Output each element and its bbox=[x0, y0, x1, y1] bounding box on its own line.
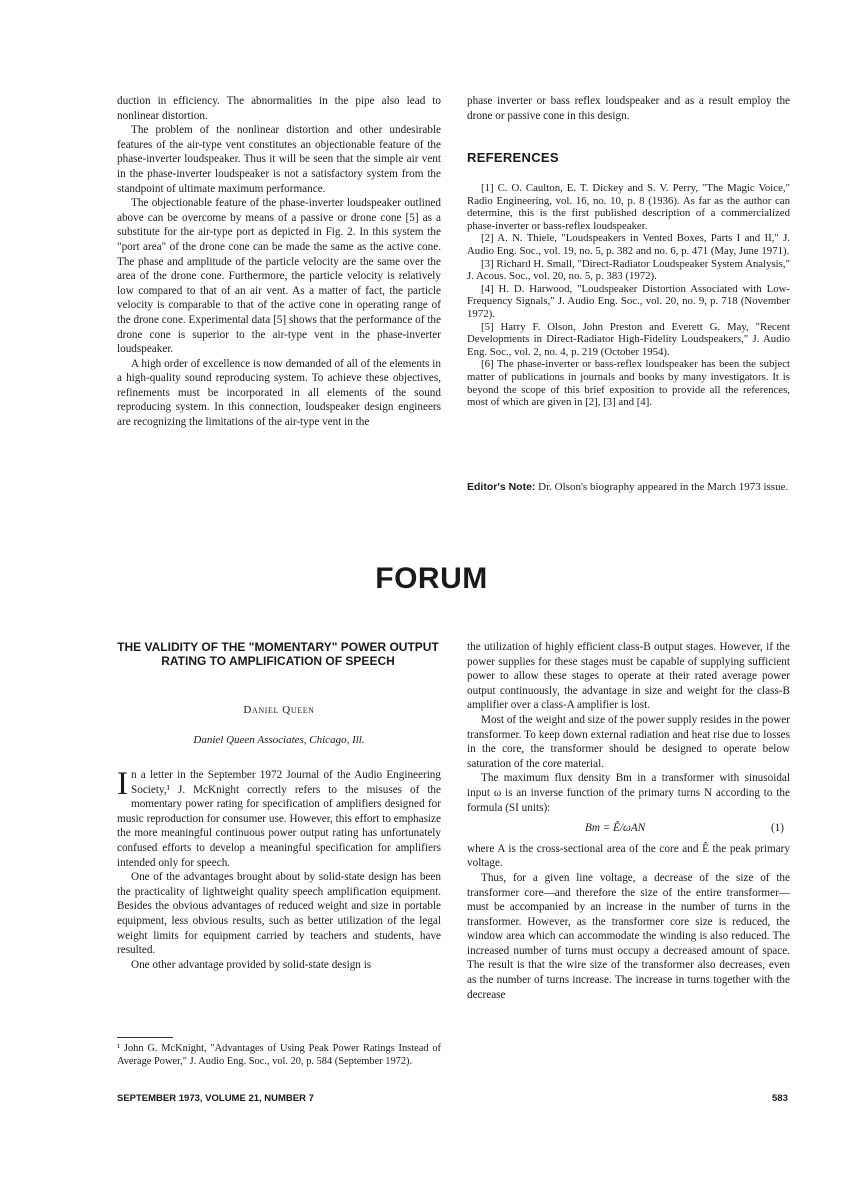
paragraph: Most of the weight and size of the power supply resides in the power transformer. To keep down external radiation and heat rise due to losses in the core, the transformer should be designed to operate below saturation of the core material. bbox=[467, 713, 790, 770]
reference-item: [1] C. O. Caulton, E. T. Dickey and S. V. Perry, "The Magic Voice," Radio Engineering, vol. 16, no. 10, p. 8 (1936). As far as the author can determine, this is the first published description of a commercialized phase-inverter or bass-reflex loudspeaker. bbox=[467, 182, 790, 232]
footnote: ¹ John G. McKnight, "Advantages of Using Peak Power Ratings Instead of Average Power," J. Audio Eng. Soc., vol. 20, p. 584 (September 1972). bbox=[117, 1043, 441, 1067]
equation bbox=[467, 815, 790, 842]
equation-formula: Bm = Ê/ωAN bbox=[585, 822, 646, 835]
paragraph: phase inverter or bass reflex loudspeaker and as a result employ the drone or passive cone in this design. bbox=[467, 95, 790, 122]
forum-title: FORUM bbox=[375, 562, 488, 595]
equation-number: (1) bbox=[770, 822, 784, 835]
reference-item: [4] H. D. Harwood, "Loudspeaker Distortion Associated with Low-Frequency Signals," J. Audio Eng. Soc., vol. 20, no. 9, p. 718 (November 1972). bbox=[467, 282, 790, 320]
editors-note-text: Dr. Olson's biography appeared in the March 1973 issue. bbox=[538, 481, 789, 493]
paragraph: The problem of the nonlinear distortion and other undesirable features of the air-type vent constitutes an objectionable feature of the phase-inverter loudspeaker. Thus it will be seen that the simple air vent in the phase-inverter loudspeaker is not a satisfactory system from the standpoint of ultimate maximum performance. bbox=[117, 124, 441, 195]
paragraph: A high order of excellence is now demanded of all of the elements in a high-quality sound reproducing system. To achieve these objectives, refinements must be incorporated in all elements of the sound reproducing system. In this connection, loudspeaker design engineers are recognizing the limitations of the air-type vent in the bbox=[117, 357, 441, 429]
top-right-column bbox=[467, 94, 790, 123]
article-title: THE VALIDITY OF THE "MOMENTARY" POWER OUTPUT RATING TO AMPLIFICATION OF SPEECH bbox=[117, 640, 439, 668]
article-affiliation: Daniel Queen Associates, Chicago, Ill. bbox=[193, 734, 365, 746]
footnote-divider bbox=[117, 1037, 173, 1038]
article-right-column bbox=[467, 640, 790, 1002]
reference-item: [3] Richard H. Small, "Direct-Radiator Loudspeaker System Analysis," J. Acous. Soc., vol. 20, no. 5, p. 383 (1972). bbox=[467, 257, 790, 283]
references-list bbox=[467, 182, 790, 409]
paragraph: One other advantage provided by solid-state design is bbox=[131, 958, 372, 971]
paragraph: Thus, for a given line voltage, a decrease of the size of the transformer core—and therefore the size of the entire transformer—must be accompanied by an increase in the number of turns in the transformer. However, as the transformer core size is reduced, the window area which can accommodate the winding is also reduced. The increased number of turns must occupy a decreased amount of space. The result is that the wire size of the transformer also decreases, even as the number of turns increase. The increase in turns together with the decrease bbox=[467, 871, 790, 1001]
page-number: 583 bbox=[772, 1093, 788, 1104]
top-left-column bbox=[117, 94, 441, 430]
paragraph: I n a letter in the September 1972 Journal of the Audio Engineering Society,¹ J. McKnight correctly refers to the misuses of the momentary power rating for specification of amplifiers designed for music reproduction for consumer use. However, this effort to emphasize the more meaningful continuous power output rating has unfortunately confused efforts to develop a meaningful specification for amplifiers intended only for speech. bbox=[117, 766, 441, 869]
editors-note bbox=[467, 481, 790, 494]
article-author: Daniel Queen bbox=[243, 704, 315, 716]
reference-item: [6] The phase-inverter or bass-reflex loudspeaker has been the subject matter of publications in journals and books by many investigators. It is beyond the scope of this brief exposition to provide all the references, most of which are given in [2], [3] and [4]. bbox=[467, 358, 790, 409]
paragraph: where A is the cross-sectional area of the core and Ê the peak primary voltage. bbox=[467, 842, 790, 870]
footer-left: SEPTEMBER 1973, VOLUME 21, NUMBER 7 bbox=[117, 1093, 314, 1104]
paragraph: One of the advantages brought about by solid-state design has been the practicality of lightweight quality speech amplification equipment. Besides the obvious advantages of reduced weight and size in portable equipment, less obvious results, such as better utilization of the legal weight limits for equipment carried by teachers and students, have resulted. bbox=[117, 871, 441, 957]
editors-note-label: Editor's Note: bbox=[467, 481, 536, 493]
references-heading: REFERENCES bbox=[467, 150, 559, 165]
paragraph: duction in efficiency. The abnormalities in the pipe also lead to nonlinear distortion. bbox=[117, 95, 441, 122]
paragraph: the utilization of highly efficient class-B output stages. However, if the power supplies for these stages must be capable of supplying sufficient power to allow these stages to operate at their rated average power output continuously, the advantage in size and weight for the class-B amplifier over a class-A amplifier is lost. bbox=[467, 641, 790, 712]
paragraph: The maximum flux density Bm in a transformer with sinusoidal input ω is an inverse function of the primary turns N according to the formula (SI units): bbox=[467, 772, 790, 814]
drop-cap: I bbox=[117, 766, 128, 802]
article-left-column bbox=[117, 768, 441, 972]
reference-item: [2] A. N. Thiele, "Loudspeakers in Vented Boxes, Parts I and II," J. Audio Eng. Soc., vol. 19, no. 5, p. 382 and no. 6, p. 471 (May, June 1971). bbox=[467, 232, 790, 257]
reference-item: [5] Harry F. Olson, John Preston and Everett G. May, "Recent Developments in Direct-Radiator High-Fidelity Loudspeakers," J. Audio Eng. Soc., vol. 2, no. 4, p. 219 (October 1954). bbox=[467, 320, 790, 358]
paragraph: The objectionable feature of the phase-inverter loudspeaker outlined above can be overcome by means of a passive or drone cone [5] as a substitute for the air-type port as depicted in Fig. 2. In this system the "port area" of the drone cone can be made the same as the active cone. The phase and amplitude of the particle velocity are the same over the area of the drone cone. Furthermore, the particle velocity is relatively low compared to that of an air vent. As a matter of fact, the particle velocity is comparable to that of the active cone in operating range of the drone cone. Experimental data [5] shows that the performance of the drone cone is superior to the air-type vent in the phase-inverter loudspeaker. bbox=[117, 197, 441, 356]
